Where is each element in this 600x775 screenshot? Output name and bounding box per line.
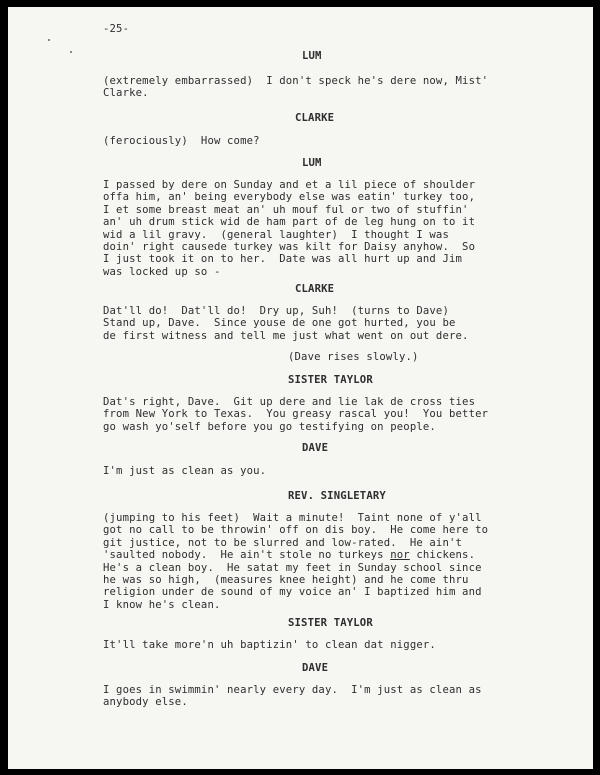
speaker-name: DAVE — [302, 662, 329, 674]
dialogue-line: got no call to be throwin' off on dis boy. He come here to — [103, 524, 489, 537]
dialogue-line: It'll take more'n uh baptizin' to clean dat nigger. — [103, 639, 436, 651]
speaker-name: LUM — [302, 157, 322, 169]
dialogue-line: He's a clean boy. He satat my feet in Sunday school since — [103, 561, 482, 574]
dialogue-line: wid a lil gravy. (general laughter) I thought I was — [103, 228, 449, 241]
dialogue-line: was locked up so - — [103, 265, 221, 278]
dialogue-line: de first witness and tell me just what went on out dere. — [103, 329, 469, 342]
dialogue-block — [103, 639, 523, 651]
dialogue-block — [103, 305, 523, 342]
speaker-name: SISTER TAYLOR — [288, 374, 373, 386]
speaker-name: CLARKE — [295, 112, 335, 124]
dialogue-block — [103, 396, 523, 433]
dialogue-line: religion under de sound of my voice an' I baptized him and — [103, 586, 482, 599]
dialogue-line: anybody else. — [103, 696, 188, 709]
speaker-name: SISTER TAYLOR — [288, 617, 373, 629]
speaker-name: REV. SINGLETARY — [288, 490, 386, 502]
dialogue-line: (jumping to his feet) Wait a minute! Taint none of y'all — [103, 512, 482, 524]
dialogue-line: an' uh drum stick wid de ham part of de leg hung on to it — [103, 216, 476, 229]
speaker-name: CLARKE — [295, 283, 335, 295]
dialogue-line: from New York to Texas. You greasy rascal you! You better — [103, 408, 489, 421]
dialogue-block — [103, 465, 523, 477]
underlined-word: nor — [390, 549, 410, 562]
paper-speck — [70, 51, 72, 53]
dialogue-line: doin' right causede turkey was kilt for Daisy anyhow. So — [103, 241, 476, 254]
dialogue-line: I know he's clean. — [103, 598, 221, 611]
dialogue-line: Dat's right, Dave. Git up dere and lie lak de cross ties — [103, 396, 476, 408]
speaker-name: LUM — [302, 50, 322, 62]
dialogue-line: (ferociously) How come? — [103, 135, 260, 147]
dialogue-block — [103, 75, 523, 100]
speaker-name: DAVE — [302, 442, 329, 454]
dialogue-line: he was so high, (measures knee height) and he come thru — [103, 574, 469, 587]
dialogue-block — [103, 512, 523, 611]
paper-speck — [48, 39, 50, 41]
dialogue-block — [103, 684, 523, 709]
dialogue-block — [103, 179, 523, 278]
dialogue-line: go wash yo'self before you go testifying on people. — [103, 420, 436, 433]
dialogue-line: Dat'll do! Dat'll do! Dry up, Suh! (turns to Dave) — [103, 305, 449, 317]
page-number: -25- — [103, 23, 130, 35]
dialogue-line: (extremely embarrassed) I don't speck he's dere now, Mist' — [103, 75, 489, 87]
dialogue-line: I'm just as clean as you. — [103, 465, 267, 477]
stage-direction: (Dave rises slowly.) — [288, 351, 419, 363]
dialogue-line: offa him, an' being everybody else was eatin' turkey too, — [103, 191, 476, 204]
script-page — [8, 7, 593, 769]
dialogue-line: I goes in swimmin' nearly every day. I'm just as clean as — [103, 684, 482, 696]
dialogue-line: I just took it on to her. Date was all hurt up and Jim — [103, 253, 463, 266]
dialogue-block — [103, 135, 523, 147]
dialogue-line: 'saulted nobody. He ain't stole no turkeys nor chickens. — [103, 549, 476, 562]
dialogue-line: git justice, not to be slurred and low-rated. He ain't — [103, 536, 463, 549]
dialogue-line: Stand up, Dave. Since youse de one got hurted, you be — [103, 317, 456, 330]
dialogue-line: Clarke. — [103, 87, 149, 100]
dialogue-line: I passed by dere on Sunday and et a lil piece of shoulder — [103, 179, 476, 191]
dialogue-line: I et some breast meat an' uh mouf ful or two of stuffin' — [103, 203, 469, 216]
